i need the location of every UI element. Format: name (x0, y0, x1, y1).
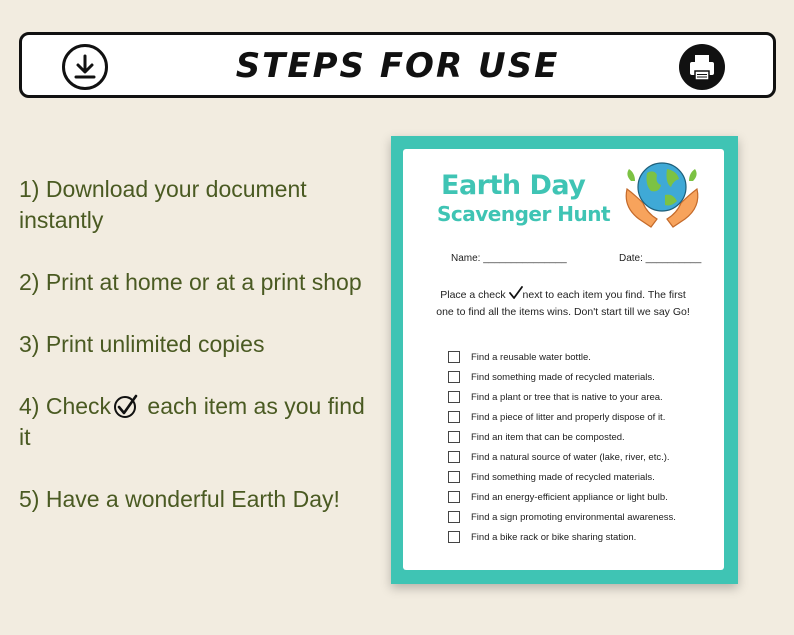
checklist-item-label: Find something made of recycled materials. (471, 371, 655, 383)
checkbox[interactable] (448, 351, 460, 363)
check-circle-icon (113, 393, 139, 419)
checklist-item-label: Find something made of recycled materials. (471, 471, 655, 483)
checklist-item (448, 467, 676, 487)
checkbox[interactable] (448, 371, 460, 383)
checklist-item-label: Find an item that can be composted. (471, 431, 625, 443)
steps-list (19, 174, 369, 546)
checkbox[interactable] (448, 411, 460, 423)
check-mark-icon (509, 286, 523, 305)
banner-title: STEPS FOR USE (235, 46, 560, 86)
checklist-item (448, 347, 676, 367)
date-field: Date: __________ (619, 253, 702, 264)
checklist-item (448, 527, 676, 547)
instructions-end: next to each item you find. The first one to find all the items wins. Don't start till we say Go! (436, 289, 690, 318)
checklist-item-label: Find a piece of litter and properly dispose of it. (471, 411, 666, 423)
checklist-item-label: Find an energy-efficient appliance or light bulb. (471, 491, 668, 503)
checklist-item-label: Find a plant or tree that is native to your area. (471, 391, 663, 403)
printer-icon[interactable] (679, 44, 725, 90)
step-3: 3) Print unlimited copies (19, 331, 265, 357)
checklist-item (448, 387, 676, 407)
step-1: 1) Download your document instantly (19, 176, 307, 233)
steps-banner (19, 32, 776, 98)
checkbox[interactable] (448, 531, 460, 543)
earth-hands-icon (621, 157, 703, 234)
step-4 (19, 391, 369, 453)
checklist-item (448, 507, 676, 527)
checkbox[interactable] (448, 431, 460, 443)
step-4-label-start: 4) Check (19, 393, 112, 419)
checkbox[interactable] (448, 511, 460, 523)
checklist-item (448, 487, 676, 507)
instructions (433, 286, 693, 320)
checkbox[interactable] (448, 471, 460, 483)
checklist-item (448, 427, 676, 447)
checklist-item-label: Find a natural source of water (lake, river, etc.). (471, 451, 670, 463)
step-5: 5) Have a wonderful Earth Day! (19, 486, 340, 512)
document-preview (391, 136, 738, 584)
checklist-item (448, 367, 676, 387)
checkbox[interactable] (448, 491, 460, 503)
document-page (403, 149, 724, 570)
checklist-item (448, 447, 676, 467)
checklist (448, 347, 676, 547)
name-field: Name: _______________ (451, 253, 567, 264)
checkbox[interactable] (448, 391, 460, 403)
instructions-start: Place a check (440, 289, 509, 301)
document-title-line1: Earth Day (441, 170, 586, 201)
document-title-line2: Scavenger Hunt (437, 202, 611, 226)
checklist-item-label: Find a bike rack or bike sharing station. (471, 531, 637, 543)
step-2: 2) Print at home or at a print shop (19, 269, 362, 295)
step-4-label-end: each item as you find it (19, 393, 365, 450)
checklist-item-label: Find a reusable water bottle. (471, 351, 591, 363)
checkbox[interactable] (448, 451, 460, 463)
checklist-item-label: Find a sign promoting environmental awareness. (471, 511, 676, 523)
checklist-item (448, 407, 676, 427)
